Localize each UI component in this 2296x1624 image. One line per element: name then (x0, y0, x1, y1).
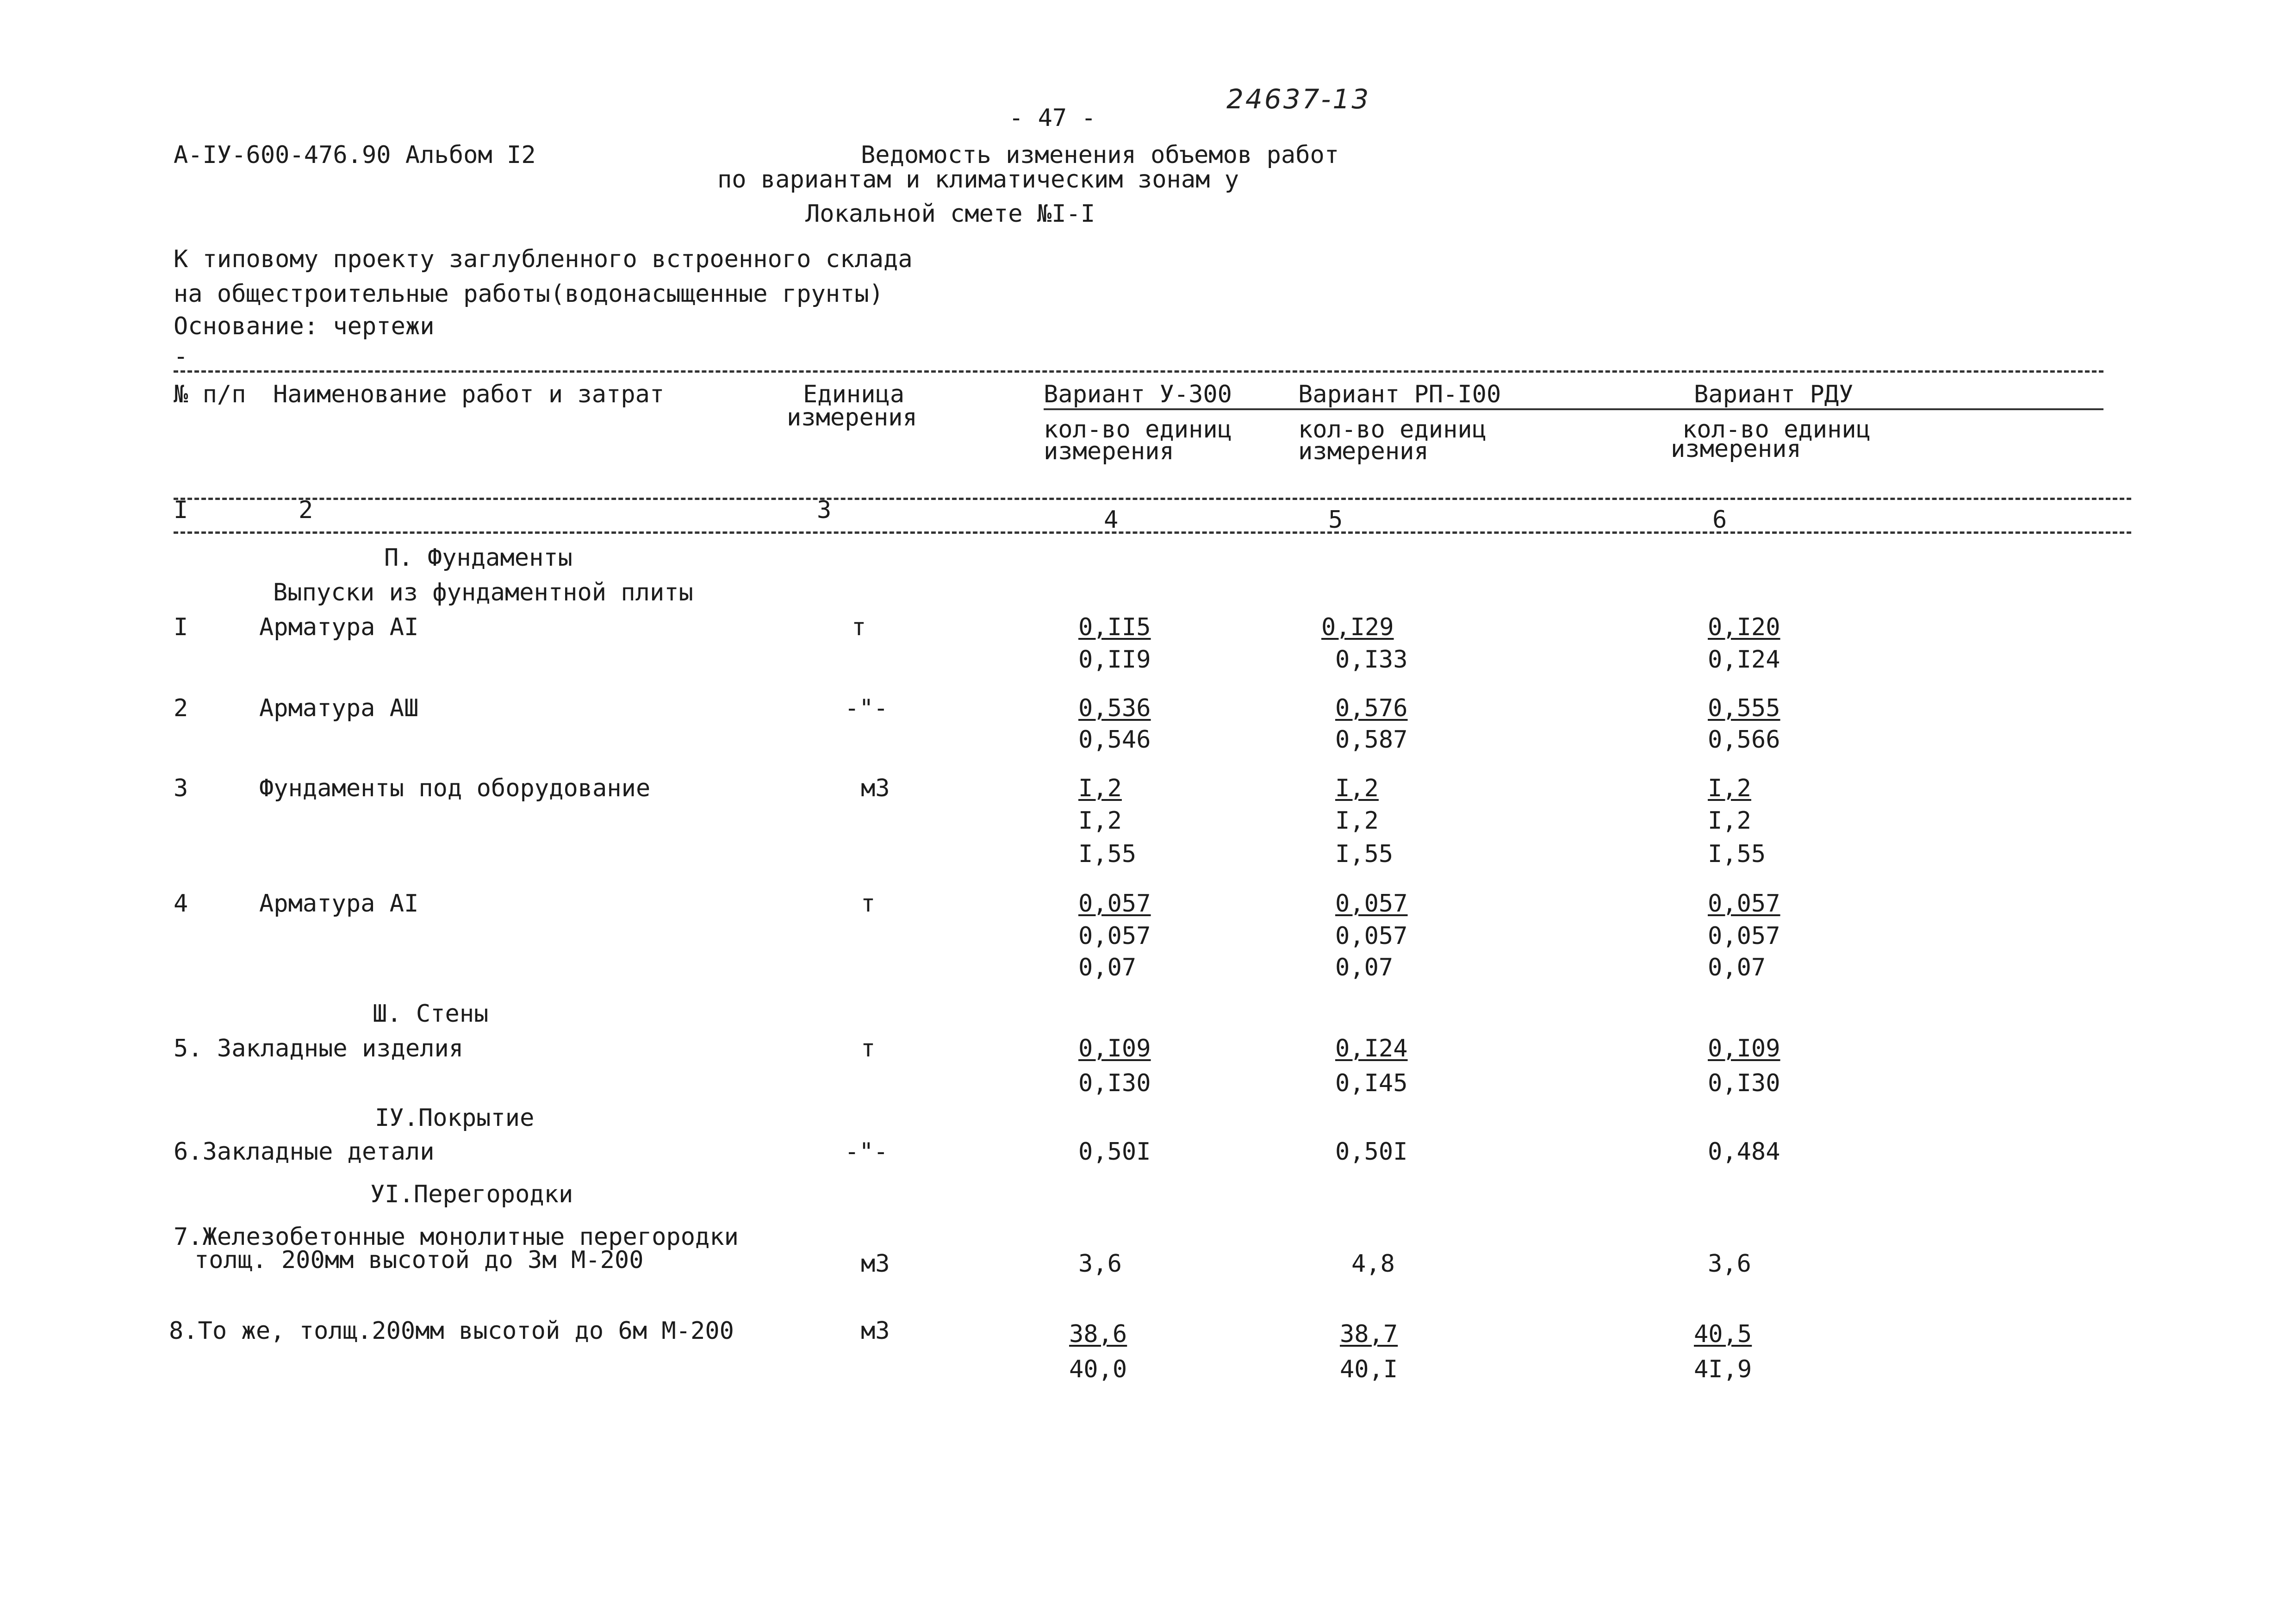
variant-2-header: Вариант РП-I00 (1298, 381, 1501, 408)
value-cell: I,55 (1708, 840, 1766, 868)
value-cell: I,2 (1335, 807, 1379, 835)
qty-header-2-b: измерения (1298, 437, 1429, 465)
col-unit-header-1: Единица (803, 381, 905, 408)
value-cell: I,2 (1335, 775, 1379, 802)
value-cell: 38,6 (1069, 1320, 1127, 1348)
value-cell: I,2 (1078, 807, 1122, 835)
value-cell: 0,484 (1708, 1138, 1780, 1166)
section-heading: IУ.Покрытие (375, 1104, 535, 1132)
value-cell: 0,07 (1335, 954, 1394, 981)
qty-header-1-a: кол-во единиц (1044, 416, 1232, 443)
col-num-header: № п/п (174, 381, 246, 408)
value-cell: 0,587 (1335, 726, 1408, 754)
column-number: 4 (1104, 506, 1119, 534)
handwritten-code: 24637-13 (1226, 83, 1371, 115)
value-cell: 3,6 (1708, 1250, 1751, 1278)
value-cell: I,55 (1078, 840, 1137, 868)
stray-mark: - (174, 343, 188, 370)
row-name-line-2: толщ. 200мм высотой до 3м М-200 (194, 1246, 644, 1274)
value-cell: 0,566 (1708, 726, 1780, 754)
qty-header-1-b: измерения (1044, 437, 1174, 465)
value-cell: 0,057 (1078, 890, 1151, 918)
value-cell: 0,536 (1078, 694, 1151, 722)
value-cell: 0,07 (1078, 954, 1137, 981)
qty-header-3-a: кол-во единиц (1682, 416, 1871, 443)
row-unit: т (852, 613, 866, 641)
value-cell: 40,I (1340, 1355, 1398, 1383)
value-cell: 0,II9 (1078, 646, 1151, 674)
row-number: 3 (174, 775, 188, 802)
column-number: I (174, 496, 188, 524)
value-cell: 0,I33 (1335, 646, 1408, 674)
row-unit: м3 (861, 1317, 890, 1345)
row-name: Фундаменты под оборудование (259, 775, 651, 802)
value-cell: 0,I20 (1708, 613, 1780, 641)
row-unit: -"- (845, 1138, 888, 1166)
value-cell: 0,I24 (1708, 646, 1780, 674)
document-code: А-IУ-600-476.90 Альбом I2 (174, 141, 536, 169)
section-heading: УI.Перегородки (370, 1181, 573, 1208)
intro-line-3: Основание: чертежи (174, 312, 435, 340)
row-name: 6.Закладные детали (174, 1138, 435, 1166)
value-cell: 0,057 (1335, 890, 1408, 918)
row-number: 2 (174, 694, 188, 722)
variant-3-header: Вариант РДУ (1694, 381, 1854, 408)
value-cell: 0,I24 (1335, 1035, 1408, 1062)
col-unit-header-2: измерения (787, 404, 917, 431)
value-cell: 0,057 (1708, 890, 1780, 918)
value-cell: I,2 (1708, 807, 1751, 835)
value-cell: 0,057 (1708, 922, 1780, 950)
value-cell: I,55 (1335, 840, 1394, 868)
row-unit: т (861, 1035, 876, 1062)
value-cell: 4,8 (1351, 1250, 1395, 1278)
value-cell: 0,50I (1078, 1138, 1151, 1166)
value-cell: I,2 (1708, 775, 1751, 802)
variants-underline (1044, 408, 2103, 410)
row-name: Арматура АI (259, 613, 419, 641)
value-cell: 40,0 (1069, 1355, 1127, 1383)
row-name: 5. Закладные изделия (174, 1035, 464, 1062)
row-number: 4 (174, 890, 188, 918)
col-name-header: Наименование работ и затрат (273, 381, 665, 408)
qty-header-2-a: кол-во единиц (1298, 416, 1487, 443)
row-unit: м3 (861, 1250, 890, 1278)
page-number: - 47 - (1009, 104, 1096, 132)
value-cell: 38,7 (1340, 1320, 1398, 1348)
value-cell: 0,I30 (1708, 1069, 1780, 1097)
variant-1-header: Вариант У-300 (1044, 381, 1232, 408)
value-cell: 0,057 (1335, 922, 1408, 950)
value-cell: 0,576 (1335, 694, 1408, 722)
section-subheading: Выпуски из фундаментной плиты (273, 579, 693, 606)
value-cell: 0,I09 (1708, 1035, 1780, 1062)
value-cell: 0,I09 (1078, 1035, 1151, 1062)
row-name-line-1: 7.Железобетонные монолитные перегородки (174, 1223, 739, 1251)
column-number: 2 (299, 496, 313, 524)
value-cell: 0,50I (1335, 1138, 1408, 1166)
value-cell: 4I,9 (1694, 1355, 1752, 1383)
header-top-rule (174, 370, 2103, 373)
numbers-bottom-rule (174, 531, 2131, 534)
value-cell: 0,057 (1078, 922, 1151, 950)
value-cell: 3,6 (1078, 1250, 1122, 1278)
value-cell: 0,546 (1078, 726, 1151, 754)
row-unit: -"- (845, 694, 888, 722)
column-number: 5 (1328, 506, 1343, 534)
value-cell: 0,II5 (1078, 613, 1151, 641)
row-number: I (174, 613, 188, 641)
row-unit: т (861, 890, 876, 918)
value-cell: 40,5 (1694, 1320, 1752, 1348)
row-name: Арматура АШ (259, 694, 419, 722)
numbers-top-rule (174, 498, 2131, 500)
qty-header-3-b: измерения (1671, 435, 1801, 463)
row-name: 8.То же, толщ.200мм высотой до 6м М-200 (169, 1317, 734, 1345)
intro-line-1: К типовому проекту заглубленного встроенного склада (174, 245, 913, 273)
value-cell: I,2 (1078, 775, 1122, 802)
section-heading: Ш. Стены (373, 1000, 489, 1028)
value-cell: 0,I29 (1321, 613, 1394, 641)
row-unit: м3 (861, 775, 890, 802)
value-cell: 0,555 (1708, 694, 1780, 722)
row-name: Арматура АI (259, 890, 419, 918)
column-number: 3 (817, 496, 832, 524)
title-line-3: Локальной смете №I-I (805, 200, 1095, 228)
title-line-1: Ведомость изменения объемов работ (861, 141, 1339, 169)
intro-line-2: на общестроительные работы(водонасыщенные грунты) (174, 280, 884, 308)
value-cell: 0,I30 (1078, 1069, 1151, 1097)
column-number: 6 (1712, 506, 1727, 534)
value-cell: 0,07 (1708, 954, 1766, 981)
value-cell: 0,I45 (1335, 1069, 1408, 1097)
section-heading: П. Фундаменты (384, 544, 572, 572)
title-line-2: по вариантам и климатическим зонам у (717, 166, 1239, 194)
